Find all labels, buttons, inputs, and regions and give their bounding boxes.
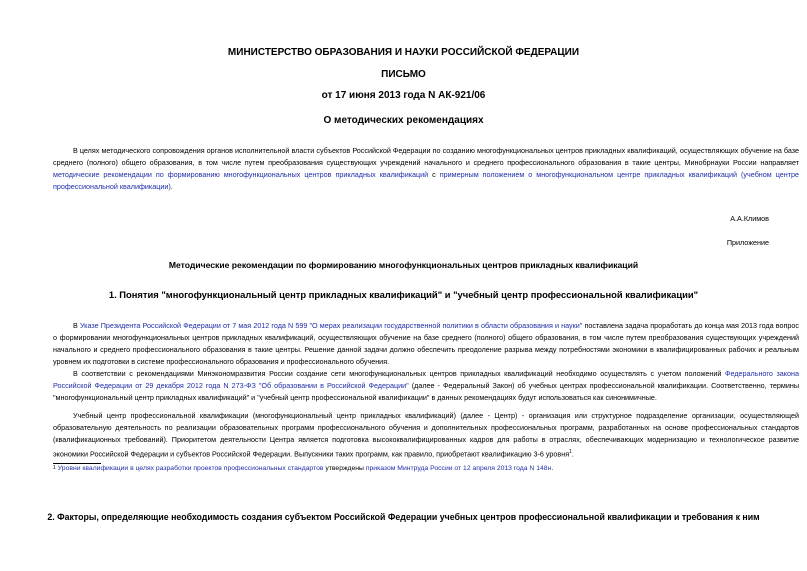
footnote: $^1$ Уровни квалификации в целях разработки проектов профессиональных стандартов утверждены приказом Минтруда России от 12 апреля 2013 года N 148н.: [53, 465, 554, 472]
intro-mid: с: [428, 170, 440, 179]
footnote-mark: 1: [53, 465, 56, 471]
regulation-link[interactable]: примерным положением о многофункциональном центре прикладных квалификаций (учебном центре профессиональной квалификации): [53, 170, 799, 191]
date-number-heading: от 17 июня 2013 года N АК-921/06: [321, 90, 486, 101]
decree-link[interactable]: Указе Президента Российской Федерации от 7 мая 2012 года N 599 "О мерах реализации государственной политики в области образования и науки": [79, 321, 583, 330]
section1-paragraph-2: В соответствии с рекомендациями Минэкономразвития России создание сети многофункциональных центров прикладных квалификаций необходимо осуществлять с учетом положений Федерального закона Российской Федерации от 29 декабря 2012 года N 273-ФЗ "Об образовании в Российской Федерации" (далее - Федеральный Закон) об учебных центрах профессиональной квалификации. Соответственно, термины "многофункциональный центр прикладных квалификаций" и "учебный центр профессиональной квалификации" в данных рекомендациях будут использоваться как синонимичные.: [53, 369, 799, 402]
recommendations-link[interactable]: методические рекомендации по формированию многофункциональных центров прикладных квалификаций: [53, 170, 429, 179]
federal-law-link[interactable]: Федерального закона Российской Федерации от 29 декабря 2012 года N 273-ФЗ "Об образовании в Российской Федерации": [53, 369, 799, 390]
appendix-label: Приложение: [726, 238, 769, 247]
order-link[interactable]: приказом Минтруда России от 12 апреля 2013 года N 148н: [365, 465, 552, 472]
ministry-heading: МИНИСТЕРСТВО ОБРАЗОВАНИЯ И НАУКИ РОССИЙСКОЙ ФЕДЕРАЦИИ: [227, 47, 580, 58]
recommendations-title: Методические рекомендации по формированию многофункциональных центров прикладных квалификаций: [168, 260, 639, 270]
intro-text: В целях методического сопровождения органов исполнительной власти субъектов Российской Федерации по созданию многофункциональных центров прикладных квалификаций, осуществляющих обучение на базе среднего (полного) общего образования, в том числе путем преобразования существующих учреждений начального и среднего профессионального образования в такие центры, Минобрнауки России направляет: [53, 146, 799, 167]
footnote-divider: [53, 463, 101, 464]
subject-heading: О методических рекомендациях: [323, 115, 484, 126]
signature: А.А.Климов: [730, 214, 769, 223]
doc-type-heading: ПИСЬМО: [381, 69, 426, 80]
qualification-levels-link[interactable]: Уровни квалификации в целях разработки проектов профессиональных стандартов: [57, 465, 324, 472]
section1-paragraph-3: Учебный центр профессиональной квалификации (многофункциональный центр прикладных квалификаций) (далее - Центр) - организация или структурное подразделение организации, осуществляющей образовательную деятельность по реализации образовательных программ профессионального обучения и дополнительных профессиональных программ, разработанных на основе профессиональных стандартов (квалификационных требований). Приоритетом деятельности Центра является подготовка высококвалифицированных кадров для работы в отраслях, обеспечивающих модернизацию и технологическое развитие экономики Российской Федерации и субъектов Российской Федерации. Выпускники таких программ, как правило, приобретают квалификацию 3-6 уровня$^1$.: [53, 411, 799, 459]
section2-title: 2. Факторы, определяющие необходимость создания субъектом Российской Федерации учебных центров профессиональной квалификации и требования к ним: [47, 512, 760, 522]
footnote-ref[interactable]: 1: [569, 449, 572, 455]
intro-paragraph: [53, 145, 799, 193]
section1-paragraph-1: В Указе Президента Российской Федерации от 7 мая 2012 года N 599 "О мерах реализации государственной политики в области образования и науки" поставлена задача проработать до конца мая 2013 года вопрос о формировании многофункциональных центров прикладных квалификаций, осуществляющих обучение на базе среднего (полного) общего образования, в том числе путем преобразования существующих учреждений начального и среднего профессионального образования в такие центры. Решение данной задачи должно обеспечить преодоление разрыва между потребностями экономики в квалифицированных рабочих и реальным уровнем их подготовки в системе профессионального образования и профессионального обучения.: [53, 321, 799, 366]
section1-title: 1. Понятия "многофункциональный центр прикладных квалификаций" и "учебный центр профессиональной квалификации": [108, 289, 699, 300]
intro-end: .: [170, 182, 173, 191]
